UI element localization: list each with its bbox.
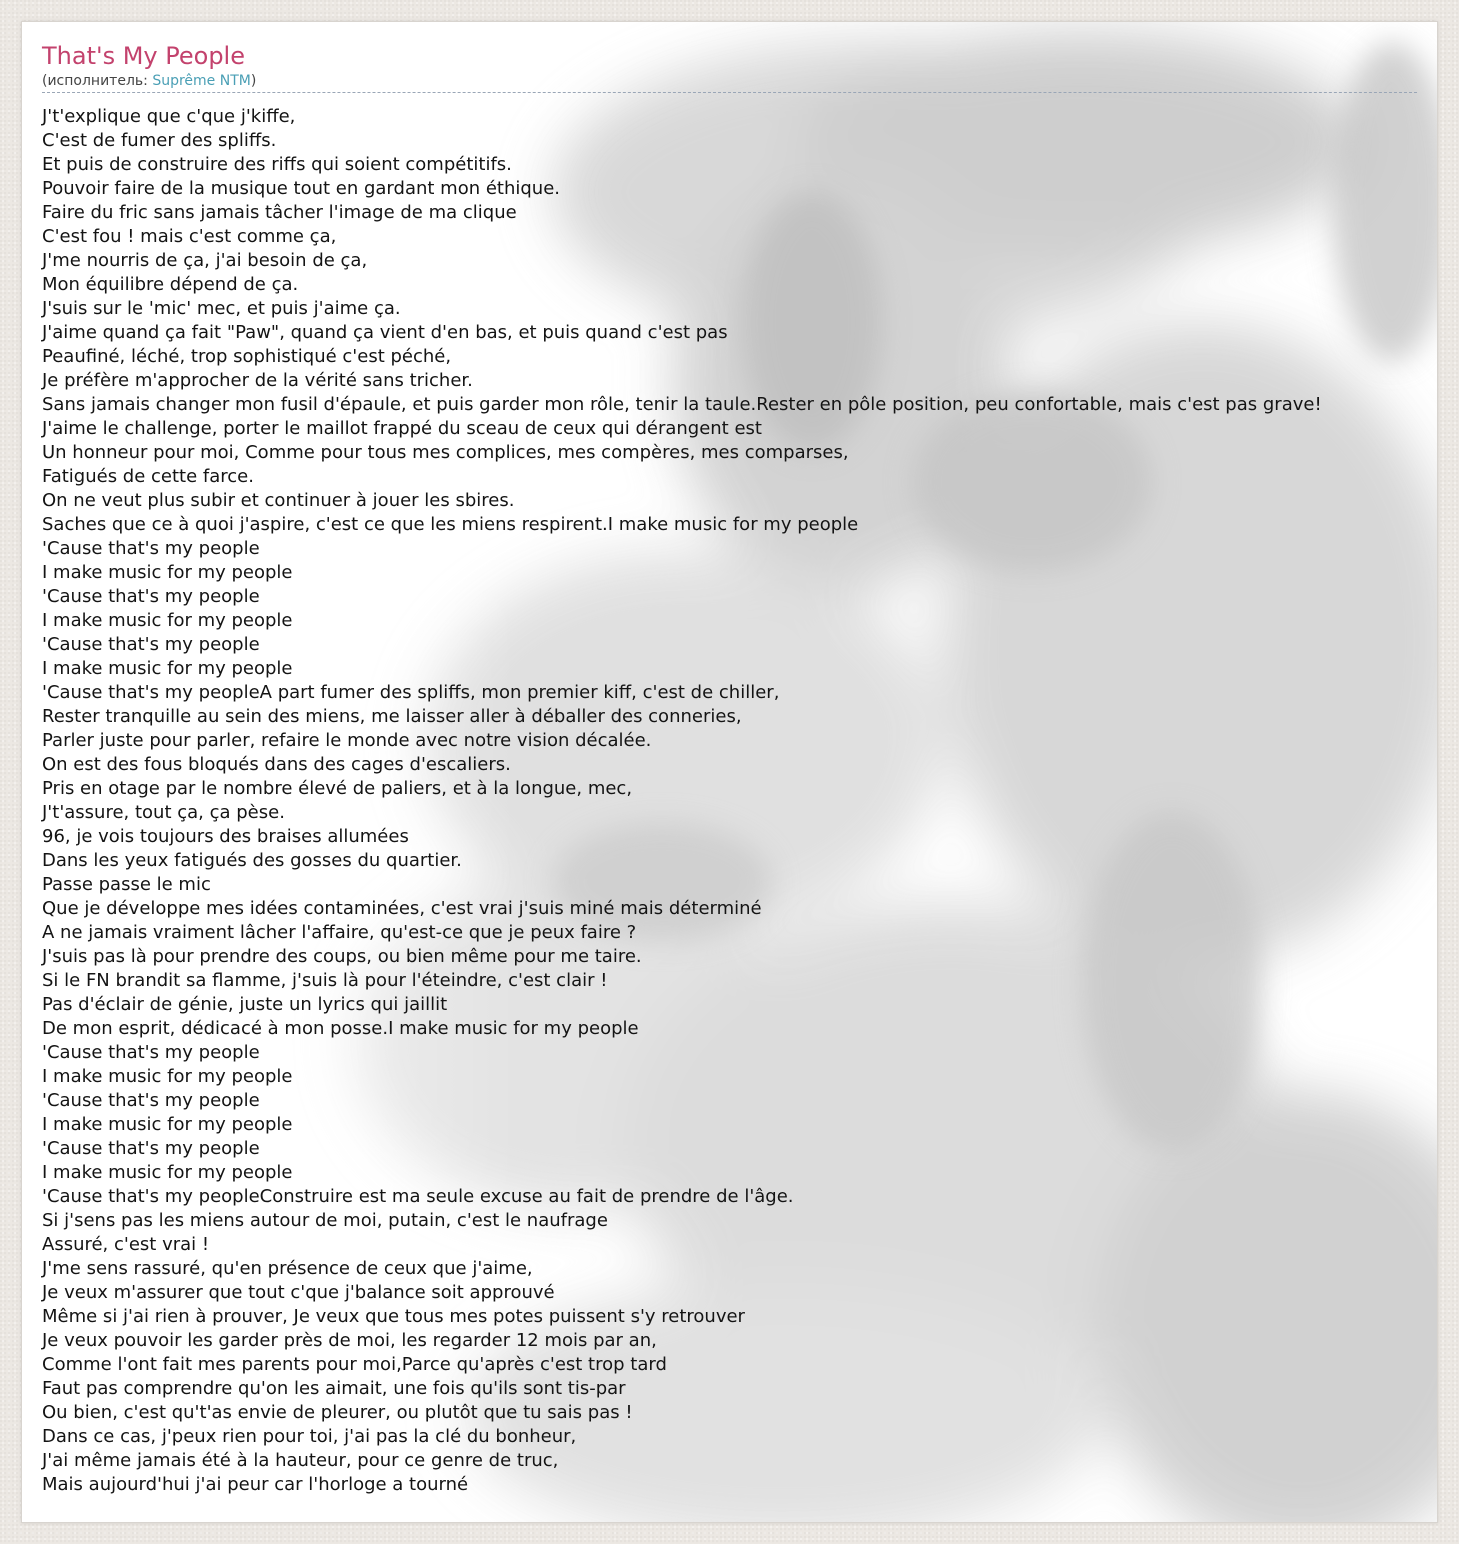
lyric-line: 'Cause that's my people: [42, 538, 260, 559]
lyric-line: C'est fou ! mais c'est comme ça,: [42, 226, 337, 247]
lyric-line: 'Cause that's my people: [42, 634, 260, 655]
lyric-line: A ne jamais vraiment lâcher l'affaire, qu'est-ce que je peux faire ?: [42, 922, 637, 943]
lyric-line: I make music for my people: [42, 562, 293, 583]
lyric-line: Rester tranquille au sein des miens, me laisser aller à déballer des conneries,: [42, 706, 742, 727]
lyric-line: 'Cause that's my peopleA part fumer des spliffs, mon premier kiff, c'est de chiller,: [42, 682, 780, 703]
artist-line: [42, 72, 1417, 93]
lyric-line: I make music for my people: [42, 1114, 293, 1135]
lyric-line: J't'explique que c'que j'kiffe,: [42, 106, 296, 127]
lyric-line: C'est de fumer des spliffs.: [42, 130, 277, 151]
lyric-line: 'Cause that's my people: [42, 1042, 260, 1063]
lyric-line: J'suis pas là pour prendre des coups, ou bien même pour me taire.: [42, 946, 642, 967]
lyric-line: 'Cause that's my people: [42, 1090, 260, 1111]
lyric-line: Je préfère m'approcher de la vérité sans tricher.: [42, 370, 473, 391]
lyric-line: Si le FN brandit sa flamme, j'suis là pour l'éteindre, c'est clair !: [42, 970, 608, 991]
lyric-line: Je veux m'assurer que tout c'que j'balance soit approuvé: [42, 1282, 555, 1303]
lyric-line: 'Cause that's my people: [42, 586, 260, 607]
lyric-line: Dans les yeux fatigués des gosses du quartier.: [42, 850, 462, 871]
lyric-line: Pas d'éclair de génie, juste un lyrics qui jaillit: [42, 994, 448, 1015]
song-title: That's My People: [42, 42, 245, 70]
lyric-line: Et puis de construire des riffs qui soient compétitifs.: [42, 154, 512, 175]
lyric-line: J'me nourris de ça, j'ai besoin de ça,: [42, 250, 368, 271]
artist-suffix: ): [250, 73, 257, 89]
lyric-line: J'ai même jamais été à la hauteur, pour ce genre de truc,: [42, 1450, 559, 1471]
lyric-line: Assuré, c'est vrai !: [42, 1234, 210, 1255]
lyric-line: Parler juste pour parler, refaire le monde avec notre vision décalée.: [42, 730, 652, 751]
lyric-line: I make music for my people: [42, 1162, 293, 1183]
lyric-line: 'Cause that's my peopleConstruire est ma seule excuse au fait de prendre de l'âge.: [42, 1186, 794, 1207]
lyric-line: Sans jamais changer mon fusil d'épaule, et puis garder mon rôle, tenir la taule.Rester en pôle position, peu confortable, mais c'est pas grave!: [42, 394, 1322, 415]
lyric-line: J'aime quand ça fait "Paw", quand ça vient d'en bas, et puis quand c'est pas: [42, 322, 728, 343]
lyric-line: Faut pas comprendre qu'on les aimait, une fois qu'ils sont tis-par: [42, 1378, 626, 1399]
lyric-line: On ne veut plus subir et continuer à jouer les sbires.: [42, 490, 515, 511]
lyric-line: Saches que ce à quoi j'aspire, c'est ce que les miens respirent.I make music for my people: [42, 514, 859, 535]
lyric-line: Pris en otage par le nombre élevé de paliers, et à la longue, mec,: [42, 778, 633, 799]
lyric-line: Même si j'ai rien à prouver, Je veux que tous mes potes puissent s'y retrouver: [42, 1306, 745, 1327]
lyric-line: Mais aujourd'hui j'ai peur car l'horloge a tourné: [42, 1474, 469, 1495]
lyric-line: 96, je vois toujours des braises allumées: [42, 826, 409, 847]
lyric-line: J'suis sur le 'mic' mec, et puis j'aime ça.: [42, 298, 401, 319]
lyric-line: Faire du fric sans jamais tâcher l'image de ma clique: [42, 202, 517, 223]
lyric-line: Pouvoir faire de la musique tout en gardant mon éthique.: [42, 178, 561, 199]
lyric-line: Fatigués de cette farce.: [42, 466, 254, 487]
lyrics-content: [42, 40, 1417, 1497]
lyric-line: J'me sens rassuré, qu'en présence de ceux que j'aime,: [42, 1258, 533, 1279]
lyric-line: I make music for my people: [42, 610, 293, 631]
lyric-line: I make music for my people: [42, 658, 293, 679]
lyric-line: J'aime le challenge, porter le maillot frappé du sceau de ceux qui dérangent est: [42, 418, 762, 439]
lyric-line: De mon esprit, dédicacé à mon posse.I make music for my people: [42, 1018, 639, 1039]
lyrics-card: [21, 21, 1438, 1523]
lyric-line: Dans ce cas, j'peux rien pour toi, j'ai pas la clé du bonheur,: [42, 1426, 577, 1447]
lyric-line: J't'assure, tout ça, ça pèse.: [42, 802, 285, 823]
lyric-line: Peaufiné, léché, trop sophistiqué c'est péché,: [42, 346, 452, 367]
lyric-line: 'Cause that's my people: [42, 1138, 260, 1159]
lyric-line: Ou bien, c'est qu't'as envie de pleurer, ou plutôt que tu sais pas !: [42, 1402, 633, 1423]
lyric-line: Si j'sens pas les miens autour de moi, putain, c'est le naufrage: [42, 1210, 608, 1231]
lyrics-text: [42, 105, 1417, 1497]
lyric-line: Je veux pouvoir les garder près de moi, les regarder 12 mois par an,: [42, 1330, 657, 1351]
lyric-line: Que je développe mes idées contaminées, c'est vrai j'suis miné mais déterminé: [42, 898, 762, 919]
lyric-line: Passe passe le mic: [42, 874, 211, 895]
lyric-line: On est des fous bloqués dans des cages d'escaliers.: [42, 754, 511, 775]
lyric-line: Comme l'ont fait mes parents pour moi,Parce qu'après c'est trop tard: [42, 1354, 667, 1375]
lyric-line: I make music for my people: [42, 1066, 293, 1087]
artist-prefix: (исполнитель:: [42, 73, 153, 89]
artist-link[interactable]: Suprême NTM: [152, 73, 251, 89]
lyric-line: Un honneur pour moi, Comme pour tous mes complices, mes compères, mes comparses,: [42, 442, 849, 463]
lyric-line: Mon équilibre dépend de ça.: [42, 274, 299, 295]
